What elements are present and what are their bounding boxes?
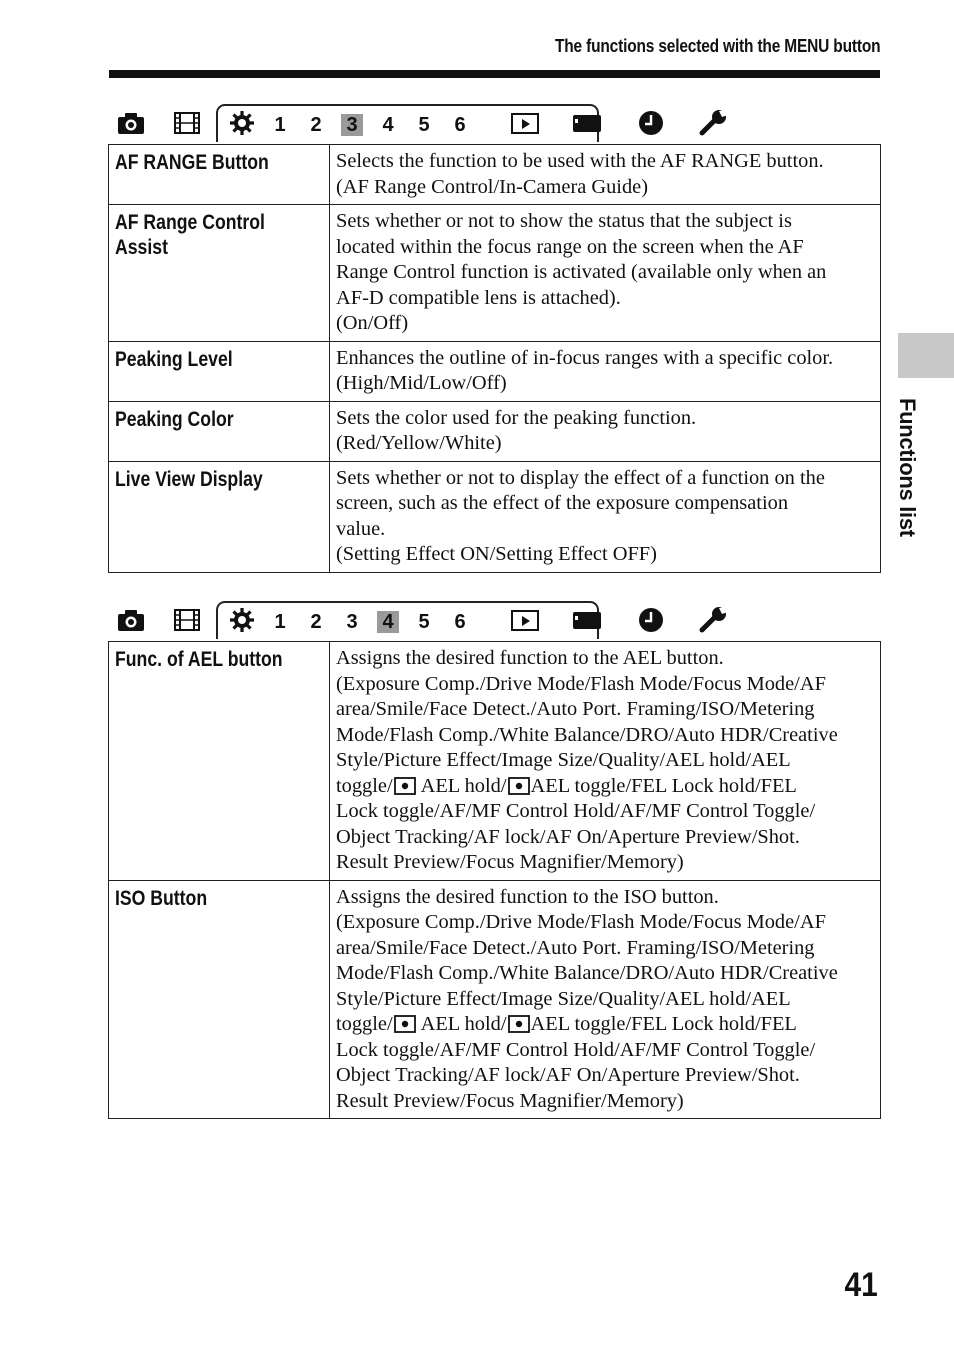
spot-metering-icon [394,1015,416,1033]
table-row [109,205,881,342]
table-row [109,642,881,881]
table-row [109,341,881,401]
movie-icon [172,607,202,633]
table-row [109,145,881,205]
function-description: Sets the color used for the peaking function. (Red/Yellow/White) [330,401,881,461]
clock-icon [636,607,666,633]
clock-icon [636,110,666,136]
tab-4[interactable]: 4 [382,114,394,136]
function-description: Selects the function to be used with the AF RANGE button. (AF Range Control/In-Camera Guide) [330,145,881,205]
memory-card-icon [572,110,602,136]
spot-metering-icon [508,777,530,795]
movie-icon [172,110,202,136]
menu-tab-bar-2 [109,601,729,641]
table-row [109,401,881,461]
function-name: AF RANGE Button [109,145,330,205]
page-number: 41 [844,1266,878,1304]
header-rule [109,70,880,78]
spot-metering-icon [394,777,416,795]
tab-1[interactable]: 1 [274,114,286,136]
side-tab-marker [898,333,954,378]
function-name: Live View Display [109,461,330,572]
function-name: AF Range Control Assist [109,205,330,342]
wrench-icon [699,607,729,633]
tab-2[interactable]: 2 [310,611,322,633]
table-row [109,461,881,572]
page-header-title: The functions selected with the MENU button [554,36,880,56]
function-name: Peaking Color [109,401,330,461]
gear-icon [227,607,257,633]
wrench-icon [699,110,729,136]
tab-6[interactable]: 6 [454,114,466,136]
side-tab-label: Functions list [895,398,920,537]
tab-3-active[interactable]: 3 [341,114,363,136]
settings-table-2 [108,641,881,1119]
function-description: Assigns the desired function to the AEL button. (Exposure Comp./Drive Mode/Flash Mode/Focus Mode/AF area/Smile/Face Detect./Auto Port. Framing/ISO/Metering Mode/Flash Comp./White Balance/DRO/Auto HDR/Creative Style/Picture Effect/Image Size/Quality/AEL hold/AEL toggle/ AEL hold/ AEL toggle/FEL Lock hold/FEL Lock toggle/AF/MF Control Hold/AF/MF Control Toggle/ Object Tracking/AF lock/AF On/Aperture Preview/Shot. Result Preview/Focus Magnifier/Memory) [330,642,881,881]
gear-icon [227,110,257,136]
tab-2[interactable]: 2 [310,114,322,136]
tab-3[interactable]: 3 [346,611,358,633]
tab-5[interactable]: 5 [418,611,430,633]
tab-5[interactable]: 5 [418,114,430,136]
function-description: Sets whether or not to display the effect of a function on the screen, such as the effect of the exposure compensation value. (Setting Effect ON/Setting Effect OFF) [330,461,881,572]
spot-metering-icon [508,1015,530,1033]
memory-card-icon [572,607,602,633]
playback-icon [510,110,540,136]
function-name: Peaking Level [109,341,330,401]
camera-icon [116,110,146,136]
function-description: Sets whether or not to show the status that the subject is located within the focus range on the screen when the AF Range Control function is activated (available only when an AF-D compatible lens is attached). (On/Off) [330,205,881,342]
function-name: ISO Button [109,880,330,1119]
function-description: Assigns the desired function to the ISO button. (Exposure Comp./Drive Mode/Flash Mode/Focus Mode/AF area/Smile/Face Detect./Auto Port. Framing/ISO/Metering Mode/Flash Comp./White Balance/DRO/Auto HDR/Creative Style/Picture Effect/Image Size/Quality/AEL hold/AEL toggle/ AEL hold/ AEL toggle/FEL Lock hold/FEL Lock toggle/AF/MF Control Hold/AF/MF Control Toggle/ Object Tracking/AF lock/AF On/Aperture Preview/Shot. Result Preview/Focus Magnifier/Memory) [330,880,881,1119]
camera-icon [116,607,146,633]
table-row [109,880,881,1119]
function-name: Func. of AEL button [109,642,330,881]
tab-4-active[interactable]: 4 [377,611,399,633]
tab-6[interactable]: 6 [454,611,466,633]
function-description: Enhances the outline of in-focus ranges with a specific color. (High/Mid/Low/Off) [330,341,881,401]
tab-1[interactable]: 1 [274,611,286,633]
playback-icon [510,607,540,633]
menu-tab-bar-1 [109,104,729,144]
settings-table-1 [108,144,881,573]
